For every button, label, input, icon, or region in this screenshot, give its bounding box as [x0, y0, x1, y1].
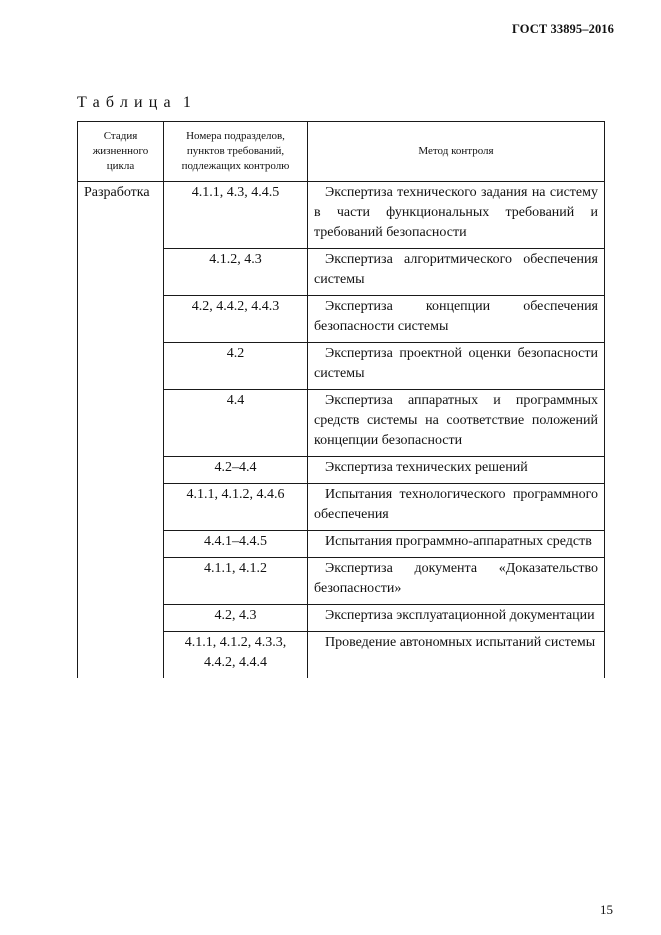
control-method-cell: [308, 531, 605, 558]
control-method-text: Экспертиза эксплуатационной документации: [325, 608, 595, 623]
control-methods-table: [77, 121, 605, 678]
control-method-cell: [308, 390, 605, 457]
control-method-cell: [308, 249, 605, 296]
control-method-text: Экспертиза технического задания на систему в части функциональных требований и требований безопасности: [314, 185, 598, 240]
requirement-items-cell: 4.1.1, 4.1.2: [164, 558, 308, 605]
requirement-items-cell: 4.2, 4.4.2, 4.4.3: [164, 296, 308, 343]
control-method-text: Экспертиза концепции обеспечения безопасности системы: [314, 299, 598, 334]
table-caption: [77, 94, 197, 112]
table-caption-number: 1: [182, 94, 198, 111]
control-method-text: Проведение автономных испытаний системы: [325, 635, 596, 650]
stage-cell: Разработка: [78, 182, 164, 679]
column-header-items: Номера подразделов, пунктов требований, подлежащих контролю: [164, 122, 308, 182]
control-method-text: Экспертиза проектной оценки безопасности системы: [314, 346, 598, 381]
column-header-stage: Стадия жизненного цикла: [78, 122, 164, 182]
table-header-row: [78, 122, 605, 182]
control-method-text: Экспертиза аппаратных и программных средств системы на соответствие положений концепции безопасности: [314, 393, 598, 448]
requirement-items-cell: 4.1.1, 4.1.2, 4.4.6: [164, 484, 308, 531]
requirement-items-cell: 4.4: [164, 390, 308, 457]
requirement-items-cell: 4.4.1–4.4.5: [164, 531, 308, 558]
requirement-items-cell: 4.1.1, 4.1.2, 4.3.3, 4.4.2, 4.4.4: [164, 632, 308, 679]
standard-designation: ГОСТ 33895–2016: [511, 22, 614, 36]
control-method-text: Экспертиза документа «Доказательство безопасности»: [314, 561, 598, 596]
control-method-text: Испытания программно-аппаратных средств: [325, 534, 592, 549]
control-method-cell: [308, 343, 605, 390]
requirement-items-cell: 4.1.1, 4.3, 4.4.5: [164, 182, 308, 249]
control-method-cell: [308, 296, 605, 343]
control-method-text: Экспертиза алгоритмического обеспечения системы: [314, 252, 598, 287]
requirement-items-cell: 4.2–4.4: [164, 457, 308, 484]
control-method-cell: [308, 457, 605, 484]
column-header-method: Метод контроля: [308, 122, 605, 182]
control-method-text: Экспертиза технических решений: [325, 460, 528, 475]
table-caption-label: Таблица: [77, 94, 177, 111]
table-row: [78, 182, 605, 249]
requirement-items-cell: 4.2: [164, 343, 308, 390]
control-method-cell: [308, 484, 605, 531]
control-method-cell: [308, 605, 605, 632]
page-number: 15: [600, 902, 613, 917]
requirement-items-cell: 4.1.2, 4.3: [164, 249, 308, 296]
control-method-cell: [308, 558, 605, 605]
control-method-text: Испытания технологического программного обеспечения: [314, 487, 598, 522]
control-method-cell: [308, 182, 605, 249]
requirement-items-cell: 4.2, 4.3: [164, 605, 308, 632]
control-method-cell: [308, 632, 605, 679]
